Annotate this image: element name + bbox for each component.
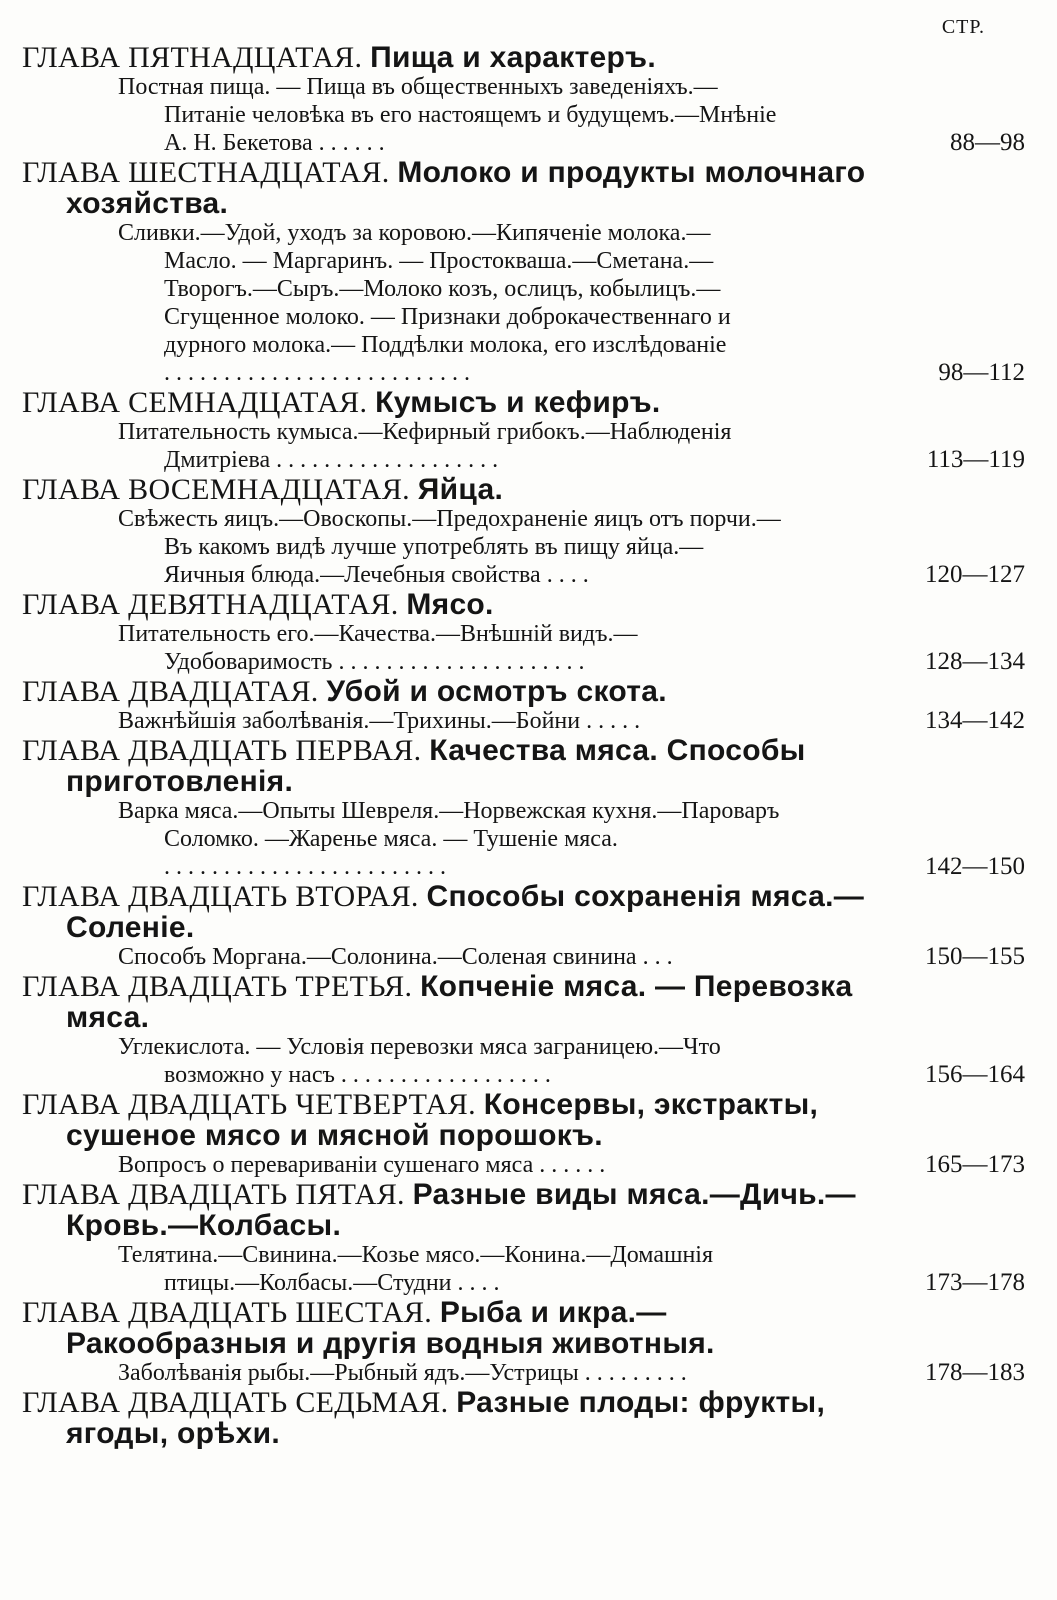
chapter-label: ГЛАВА СЕМНАДЦАТАЯ. bbox=[22, 386, 368, 419]
chapter-description: Сливки.—Удой, уходъ за коровою.—Кипяченіе молока.—Масло. — Маргаринъ. — Простокваша.—Сметана.—Творогъ.—Сыръ.—Молоко козъ, ослицъ, кобылицъ.—Сгущенное молоко. — Признаки доброкачественнаго и дурного молока.— Поддѣлки молока, его изслѣдованіе bbox=[118, 220, 731, 358]
chapter-description: Питательность его.—Качества.—Внѣшній видъ.—Удобоваримость bbox=[118, 621, 638, 675]
chapter-title: Убой и осмотръ скота. bbox=[326, 675, 667, 708]
chapter-label: ГЛАВА ДВАДЦАТЬ ТРЕТЬЯ. bbox=[22, 970, 413, 1003]
chapter-heading bbox=[22, 881, 1025, 943]
chapter-description: Свѣжесть яицъ.—Овоскопы.—Предохраненіе яицъ отъ порчи.—Въ какомъ видѣ лучше употреблять въ пищу яйца.—Яичныя блюда.—Лечебныя свойства bbox=[118, 506, 781, 588]
chapter-heading bbox=[22, 474, 1025, 505]
chapter-16 bbox=[22, 157, 1025, 387]
chapter-description-row: Важнѣйшія заболѣванія.—Трихины.—Бойни ..... 134—142 bbox=[118, 707, 1025, 734]
chapter-description-row: Способъ Моргана.—Солонина.—Соленая свинина ... 150—155 bbox=[118, 943, 1025, 970]
chapter-title: Яйца. bbox=[417, 473, 504, 506]
chapter-22 bbox=[22, 881, 1025, 971]
chapter-label: ГЛАВА ДВАДЦАТЬ ПЕРВАЯ. bbox=[22, 734, 422, 767]
chapter-description-row: Варка мяса.—Опыты Шевреля.—Норвежская кухня.—Пароваръ Соломко. —Жаренье мяса. — Тушеніе мяса. ........................ 142—150 bbox=[118, 798, 1025, 880]
chapter-description: Важнѣйшія заболѣванія.—Трихины.—Бойни bbox=[118, 708, 581, 734]
chapter-label: ГЛАВА ДВАДЦАТЬ ВТОРАЯ. bbox=[22, 880, 419, 913]
chapter-27 bbox=[22, 1387, 1025, 1449]
chapter-heading bbox=[22, 1179, 1025, 1241]
chapter-26 bbox=[22, 1297, 1025, 1387]
chapter-description-row: Вопросъ о перевариваніи сушенаго мяса ...... 165—173 bbox=[118, 1151, 1025, 1178]
chapter-title: Консервы, экстракты, сушеное мясо и мясной порошокъ. bbox=[66, 1088, 819, 1152]
chapter-24 bbox=[22, 1089, 1025, 1179]
chapter-25 bbox=[22, 1179, 1025, 1297]
chapter-title: Разные виды мяса.—Дичь.—Кровь.—Колбасы. bbox=[66, 1178, 856, 1242]
chapter-heading bbox=[22, 971, 1025, 1033]
chapter-label: ГЛАВА ДВАДЦАТЬ ПЯТАЯ. bbox=[22, 1178, 405, 1211]
chapter-description: Заболѣванія рыбы.—Рыбный ядъ.—Устрицы bbox=[118, 1360, 579, 1386]
chapter-pages: 156—164 bbox=[925, 1061, 1025, 1088]
chapter-description-row: Телятина.—Свинина.—Козье мясо.—Конина.—Домашнія птицы.—Колбасы.—Студни .... 173—178 bbox=[118, 1242, 1025, 1296]
chapter-pages: 134—142 bbox=[925, 707, 1025, 734]
chapter-heading bbox=[22, 387, 1025, 418]
chapter-description: Телятина.—Свинина.—Козье мясо.—Конина.—Домашнія птицы.—Колбасы.—Студни bbox=[118, 1242, 713, 1296]
chapter-label: ГЛАВА ДВАДЦАТЬ СЕДЬМАЯ. bbox=[22, 1386, 449, 1419]
chapter-label: ГЛАВА ДВАДЦАТАЯ. bbox=[22, 675, 319, 708]
chapter-description-row: Питательность кумыса.—Кефирный грибокъ.—Наблюденія Дмитріева ................... 113—119 bbox=[118, 419, 1025, 473]
chapter-title: Рыба и икра.—Ракообразныя и другія водныя животныя. bbox=[66, 1296, 715, 1360]
chapter-21 bbox=[22, 735, 1025, 881]
chapter-description-row: Постная пища. — Пища въ общественныхъ заведеніяхъ.—Питаніе человѣка въ его настоящемъ и будущемъ.—Мнѣніе А. Н. Бекетова ...... 88—98 bbox=[118, 74, 1025, 156]
chapter-20 bbox=[22, 676, 1025, 735]
chapter-description: Вопросъ о перевариваніи сушенаго мяса bbox=[118, 1152, 534, 1178]
chapter-description-row: Сливки.—Удой, уходъ за коровою.—Кипяченіе молока.—Масло. — Маргаринъ. — Простокваша.—Сметана.—Творогъ.—Сыръ.—Молоко козъ, ослицъ, кобылицъ.—Сгущенное молоко. — Признаки доброкачественнаго и дурного молока.— Поддѣлки молока, его изслѣдованіе .......................... 98—112 bbox=[118, 220, 1025, 386]
chapter-description: Питательность кумыса.—Кефирный грибокъ.—Наблюденія Дмитріева bbox=[118, 419, 732, 473]
chapter-pages: 98—112 bbox=[938, 359, 1025, 386]
chapter-description: Способъ Моргана.—Солонина.—Соленая свинина bbox=[118, 944, 637, 970]
chapter-pages: 178—183 bbox=[925, 1359, 1025, 1386]
chapter-label: ГЛАВА ДВАДЦАТЬ ЧЕТВЕРТАЯ. bbox=[22, 1088, 476, 1121]
chapter-pages: 173—178 bbox=[925, 1269, 1025, 1296]
chapter-pages: 150—155 bbox=[925, 943, 1025, 970]
chapter-label: ГЛАВА ДВАДЦАТЬ ШЕСТАЯ. bbox=[22, 1296, 433, 1329]
chapter-description-row: Питательность его.—Качества.—Внѣшній видъ.—Удобоваримость ..................... 128—134 bbox=[118, 621, 1025, 675]
chapter-pages: 142—150 bbox=[925, 853, 1025, 880]
chapter-description: Варка мяса.—Опыты Шевреля.—Норвежская кухня.—Пароваръ Соломко. —Жаренье мяса. — Тушеніе мяса. bbox=[118, 798, 780, 852]
chapter-title: Разные плоды: фрукты, ягоды, орѣхи. bbox=[66, 1386, 826, 1450]
chapter-title: Мясо. bbox=[406, 588, 494, 621]
chapter-heading bbox=[22, 42, 1025, 73]
chapter-title: Молоко и продукты молочнаго хозяйства. bbox=[66, 156, 866, 220]
chapter-description: Углекислота. — Условія перевозки мяса заграницею.—Что возможно у насъ bbox=[118, 1034, 721, 1088]
chapter-pages: 128—134 bbox=[925, 648, 1025, 675]
chapter-title: Пища и характеръ. bbox=[370, 41, 656, 74]
chapter-pages: 165—173 bbox=[925, 1151, 1025, 1178]
chapter-description: Постная пища. — Пища въ общественныхъ заведеніяхъ.—Питаніе человѣка въ его настоящемъ и будущемъ.—Мнѣніе А. Н. Бекетова bbox=[118, 74, 777, 156]
chapter-15 bbox=[22, 42, 1025, 157]
chapter-23 bbox=[22, 971, 1025, 1089]
chapter-description-row: Углекислота. — Условія перевозки мяса заграницею.—Что возможно у насъ .................. 156—164 bbox=[118, 1034, 1025, 1088]
chapter-heading bbox=[22, 1297, 1025, 1359]
chapter-heading bbox=[22, 157, 1025, 219]
chapter-description-row: Заболѣванія рыбы.—Рыбный ядъ.—Устрицы ......... 178—183 bbox=[118, 1359, 1025, 1386]
chapter-18 bbox=[22, 474, 1025, 589]
chapter-heading bbox=[22, 589, 1025, 620]
chapter-heading bbox=[22, 676, 1025, 707]
chapter-19 bbox=[22, 589, 1025, 676]
page-column-header: СТР. bbox=[941, 16, 985, 38]
chapter-17 bbox=[22, 387, 1025, 474]
chapter-label: ГЛАВА ШЕСТНАДЦАТАЯ. bbox=[22, 156, 390, 189]
chapter-title: Кумысъ и кефиръ. bbox=[375, 386, 661, 419]
chapter-label: ГЛАВА ВОСЕМНАДЦАТАЯ. bbox=[22, 473, 410, 506]
chapter-label: ГЛАВА ДЕВЯТНАДЦАТАЯ. bbox=[22, 588, 399, 621]
chapter-description-row: Свѣжесть яицъ.—Овоскопы.—Предохраненіе яицъ отъ порчи.—Въ какомъ видѣ лучше употреблять въ пищу яйца.—Яичныя блюда.—Лечебныя свойства .... 120—127 bbox=[118, 506, 1025, 588]
chapter-pages: 88—98 bbox=[950, 129, 1025, 156]
chapter-title: Копченіе мяса. — Перевозка мяса. bbox=[66, 970, 853, 1034]
chapter-title: Качества мяса. Способы приготовленія. bbox=[66, 734, 806, 798]
chapter-pages: 113—119 bbox=[926, 446, 1025, 473]
chapter-heading bbox=[22, 1387, 1025, 1449]
chapter-title: Способы сохраненія мяса.—Соленіе. bbox=[66, 880, 865, 944]
chapter-label: ГЛАВА ПЯТНАДЦАТАЯ. bbox=[22, 41, 363, 74]
chapter-heading bbox=[22, 1089, 1025, 1151]
chapter-pages: 120—127 bbox=[925, 561, 1025, 588]
chapter-heading bbox=[22, 735, 1025, 797]
